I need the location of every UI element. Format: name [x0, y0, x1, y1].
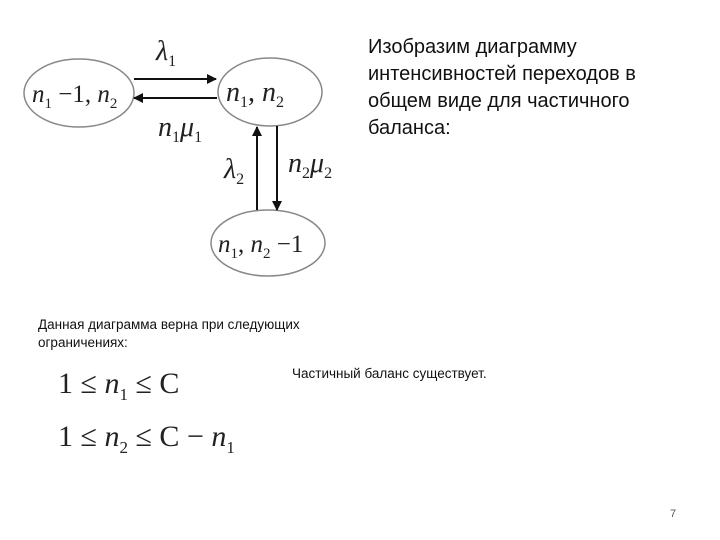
constraint-formula-2: $1 \le n_2 \le C - n_1$: [58, 420, 235, 457]
rate-label-mu2: $n_2\mu_2$: [288, 148, 333, 182]
constraint-formula-1: $1 \le n_1 \le C$: [58, 367, 180, 404]
node-label-bottom: $n_1$, $n_2 -1$: [218, 231, 304, 262]
constraints-text: Данная диаграмма верна при следующих ограничениях:: [38, 317, 300, 350]
node-label-left: $n_1 -1$, $n_2$: [32, 81, 118, 112]
page-number: 7: [670, 508, 677, 520]
rate-label-lambda2: $\lambda_2$: [224, 154, 245, 188]
balance-note: Частичный баланс существует.: [292, 366, 487, 381]
intro-text: Изобразим диаграмму интенсивностей переходов в общем виде для частичного баланса:: [368, 36, 636, 139]
rate-label-lambda1: $\lambda_1$: [156, 36, 177, 70]
node-label-center: $n_1$, $n_2$: [226, 77, 284, 111]
rate-label-mu1: $n_1\mu_1$: [158, 112, 203, 146]
